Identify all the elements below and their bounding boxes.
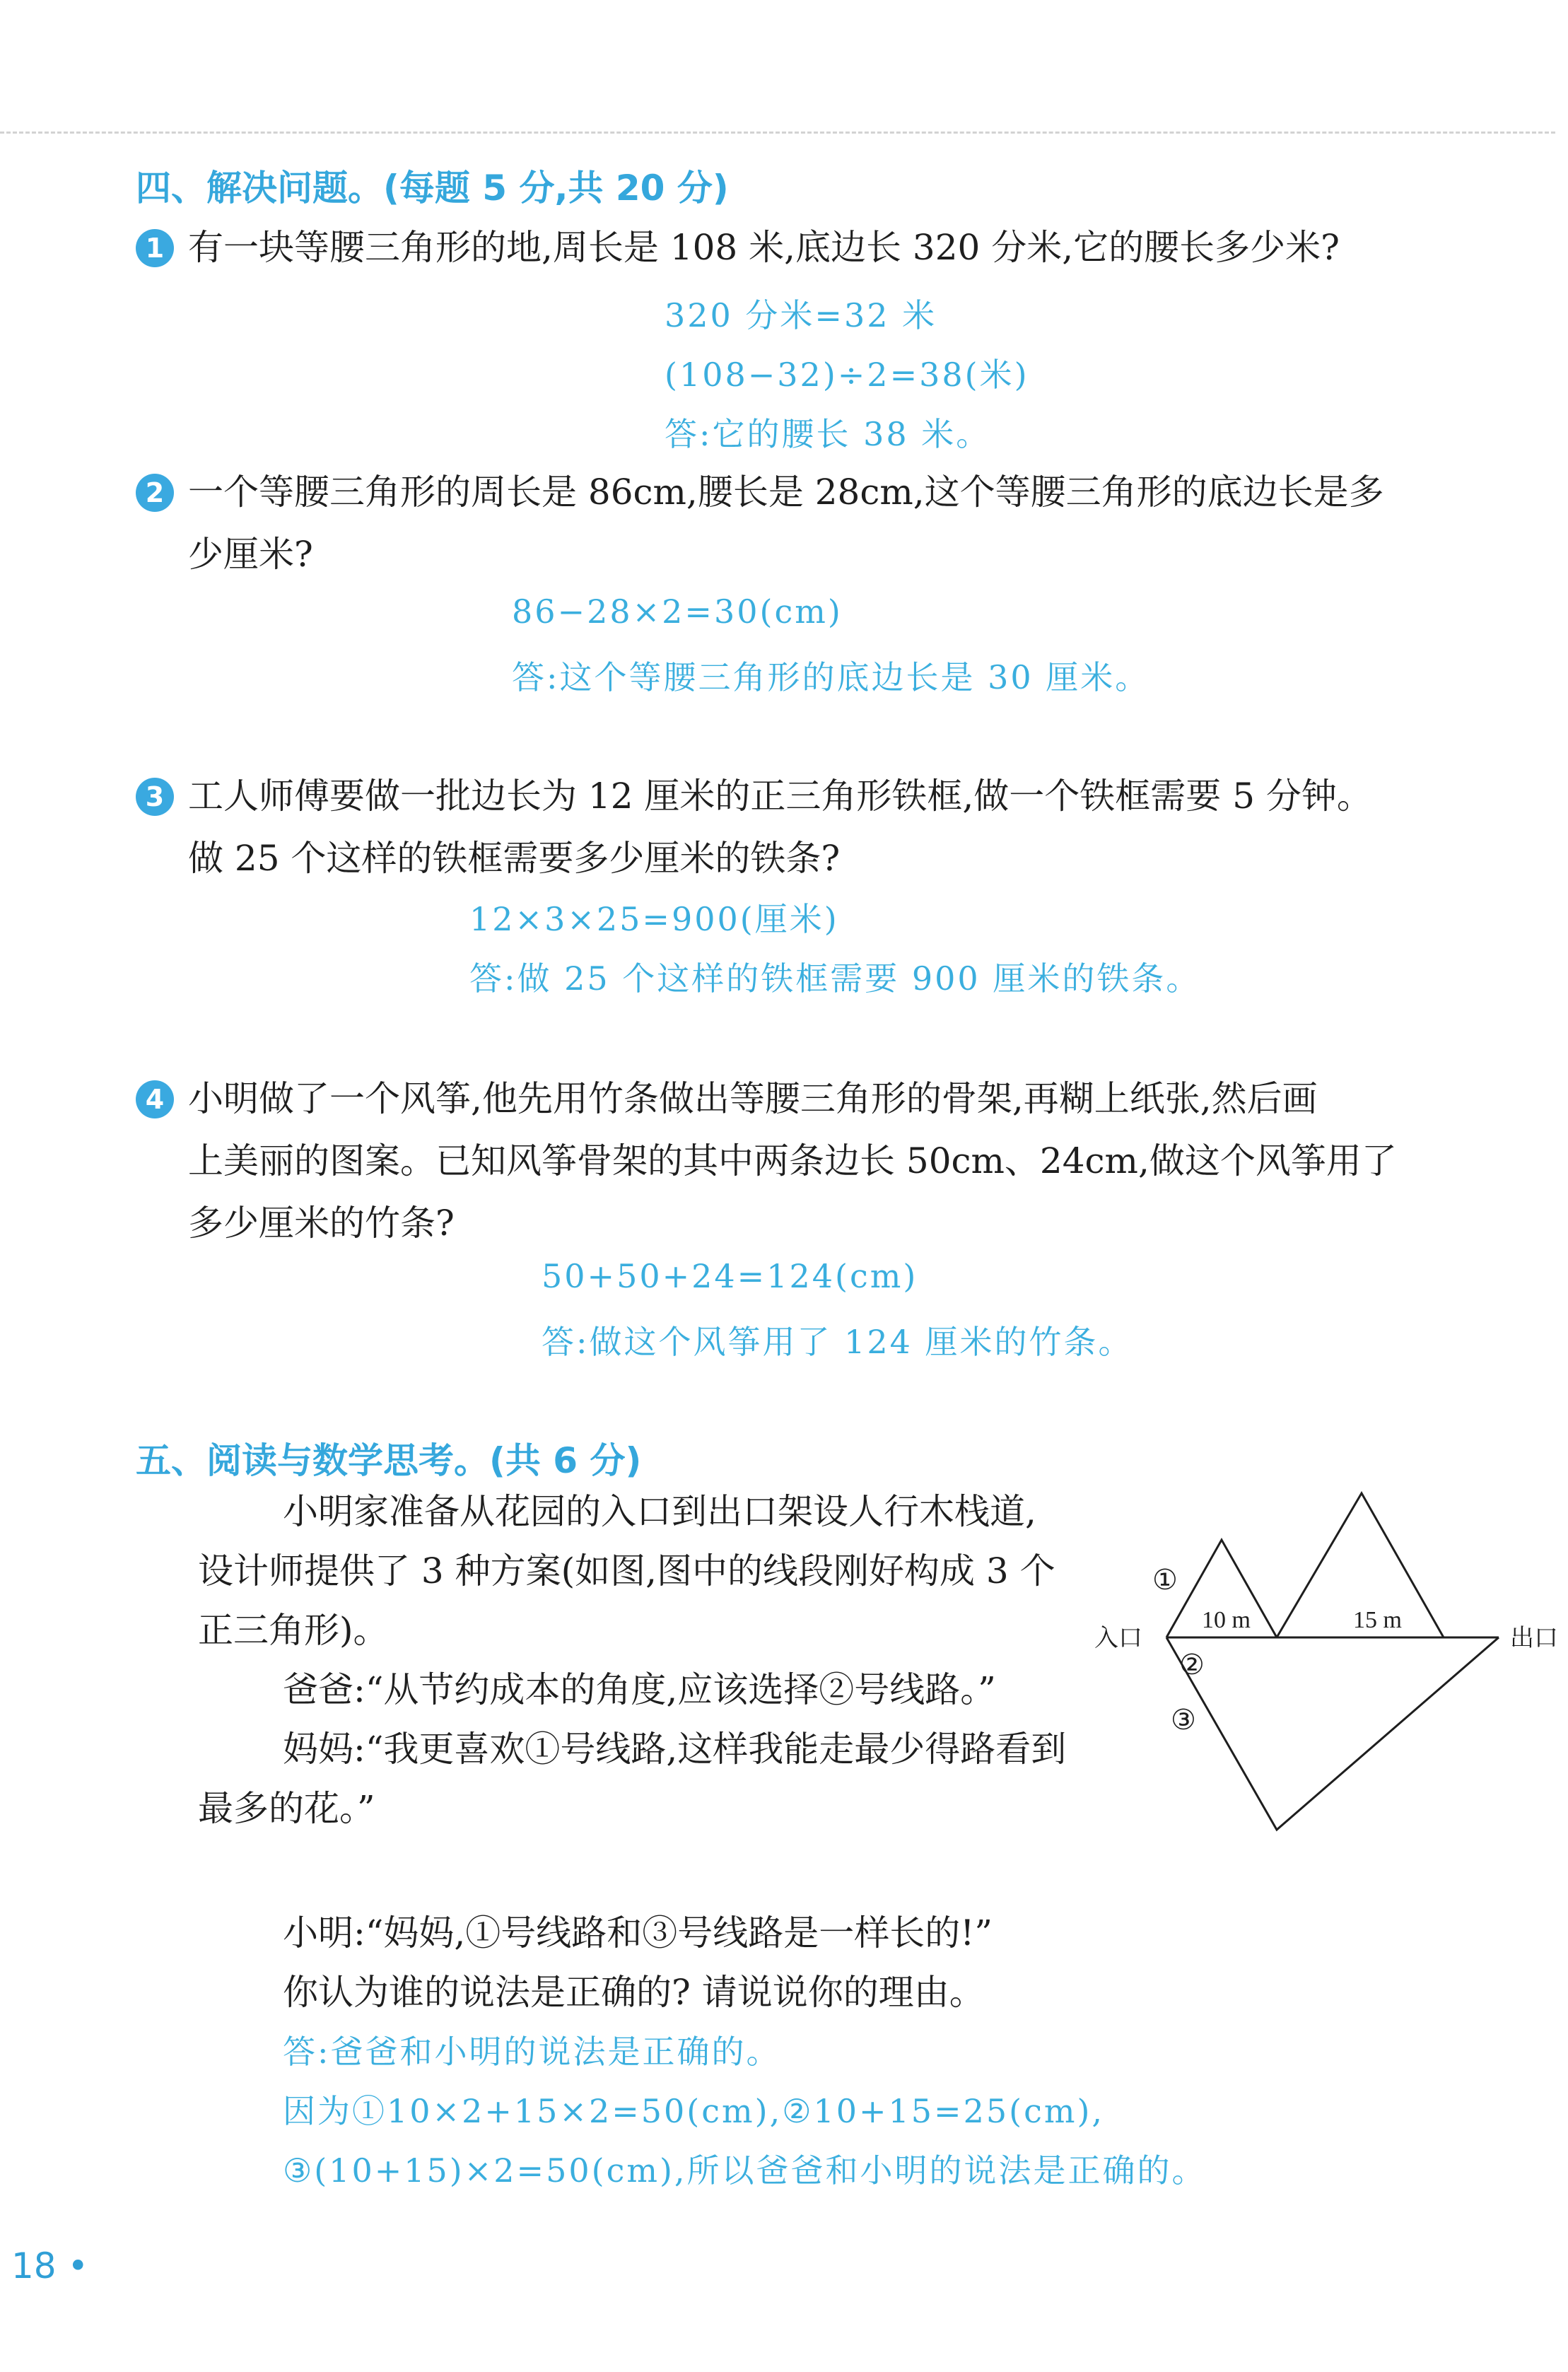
problem-2 xyxy=(136,461,1384,585)
small-side-label: 10 m xyxy=(1202,1607,1251,1633)
passage-paragraph-dad: 爸爸:“从节约成本的角度,应该选择②号线路。” xyxy=(283,1669,996,1710)
entrance-label: 入口 xyxy=(1094,1625,1142,1652)
problem-4 xyxy=(136,1068,1397,1254)
problem-number-badge: 1 xyxy=(136,229,174,267)
section-4-title: 四、解决问题。(每题 5 分,共 20 分) xyxy=(136,168,729,209)
top-dashed-divider xyxy=(0,132,1555,134)
problem-1 xyxy=(136,216,1340,279)
problem-3 xyxy=(136,765,1372,889)
large-side-label: 15 m xyxy=(1353,1607,1402,1633)
problem-4-line-2: 上美丽的图案。已知风筝骨架的其中两条边长 50cm、24cm,做这个风筝用了 xyxy=(188,1140,1397,1181)
problem-2-line-1: 一个等腰三角形的周长是 86cm,腰长是 28cm,这个等腰三角形的底边长是多 xyxy=(188,472,1384,513)
passage-xiaoming: 小明:“妈妈,①号线路和③号线路是一样长的!” xyxy=(283,1912,993,1953)
problem-number-badge: 3 xyxy=(136,778,174,816)
passage-question: 你认为谁的说法是正确的? 请说说你的理由。 xyxy=(283,1972,985,2013)
problem-3-answer-line-2: 答:做 25 个这样的铁框需要 900 厘米的铁条。 xyxy=(469,959,1201,998)
section-5-answer-line-2: 因为①10×2+15×2=50(cm),②10+15=25(cm), xyxy=(283,2092,1105,2130)
route-diagram xyxy=(1089,1492,1558,1845)
problem-2-answer-line-1: 86−28×2=30(cm) xyxy=(512,592,843,631)
section-5-answer-line-3: ③(10+15)×2=50(cm),所以爸爸和小明的说法是正确的。 xyxy=(283,2151,1207,2190)
problem-1-answer-line-3: 答:它的腰长 38 米。 xyxy=(665,415,991,453)
page-number: 18 • xyxy=(11,2245,89,2286)
problem-4-line-3: 多少厘米的竹条? xyxy=(188,1203,455,1244)
problem-number-badge: 4 xyxy=(136,1080,174,1118)
problem-3-answer-line-1: 12×3×25=900(厘米) xyxy=(469,900,839,938)
section-5-title: 五、阅读与数学思考。(共 6 分) xyxy=(136,1440,642,1481)
passage-paragraph-intro: 小明家准备从花园的入口到出口架设人行木栈道,设计师提供了 3 种方案(如图,图中的线段刚好构成 3 个正三角形)。 xyxy=(198,1491,1055,1651)
passage-paragraph-mom: 妈妈:“我更喜欢①号线路,这样我能走最少得路看到最多的花。” xyxy=(198,1729,1067,1829)
section-5-answer-line-1: 答:爸爸和小明的说法是正确的。 xyxy=(283,2033,781,2071)
route-3-big-triangle xyxy=(1166,1637,1499,1830)
problem-3-line-2: 做 25 个这样的铁框需要多少厘米的铁条? xyxy=(188,838,841,879)
reading-passage xyxy=(198,1482,1067,1838)
problem-2-line-2: 少厘米? xyxy=(188,534,313,575)
problem-number-badge: 2 xyxy=(136,474,174,512)
problem-1-line-1: 有一块等腰三角形的地,周长是 108 米,底边长 320 分米,它的腰长多少米? xyxy=(188,227,1340,268)
exit-label: 出口 xyxy=(1510,1625,1558,1652)
problem-1-answer-line-2: (108−32)÷2=38(米) xyxy=(665,356,1029,394)
problem-1-answer-line-1: 320 分米=32 米 xyxy=(665,296,937,334)
route-3-marker: ③ xyxy=(1171,1704,1196,1736)
route-2-marker: ② xyxy=(1179,1649,1205,1681)
problem-4-line-1: 小明做了一个风筝,他先用竹条做出等腰三角形的骨架,再糊上纸张,然后画 xyxy=(188,1078,1318,1119)
route-1-marker: ① xyxy=(1152,1564,1178,1596)
problem-3-line-1: 工人师傅要做一批边长为 12 厘米的正三角形铁框,做一个铁框需要 5 分钟。 xyxy=(188,776,1372,817)
problem-2-answer-line-2: 答:这个等腰三角形的底边长是 30 厘米。 xyxy=(512,658,1150,696)
problem-4-answer-line-2: 答:做这个风筝用了 124 厘米的竹条。 xyxy=(542,1323,1133,1361)
problem-4-answer-line-1: 50+50+24=124(cm) xyxy=(542,1257,918,1295)
